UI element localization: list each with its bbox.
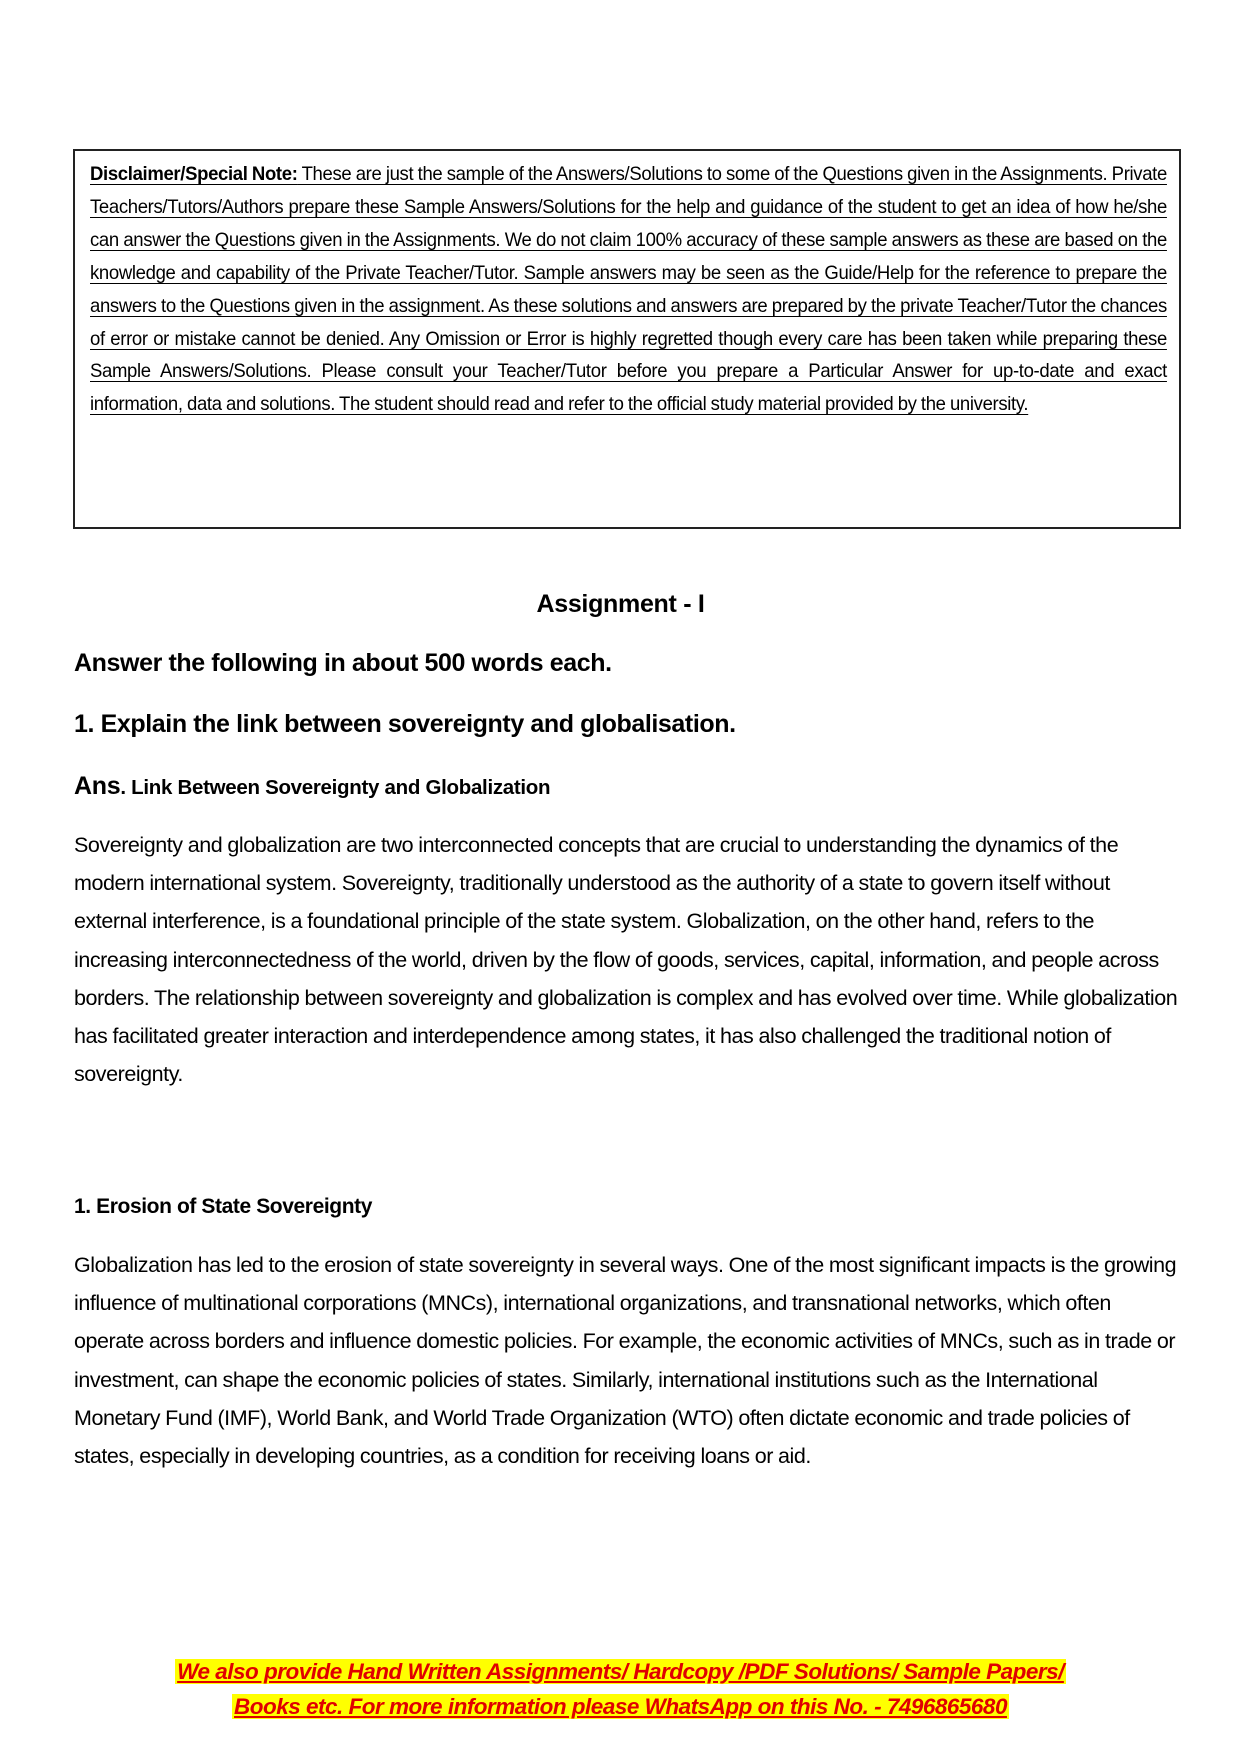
answer-title: Link Between Sovereignty and Globalization	[131, 776, 551, 799]
disclaimer-box	[73, 149, 1181, 529]
footer-promo	[0, 1654, 1241, 1724]
assignment-title: Assignment - I	[536, 590, 705, 618]
disclaimer-text	[90, 159, 1167, 422]
section-heading: 1. Erosion of State Sovereignty	[74, 1195, 373, 1218]
disclaimer-label: Disclaimer/Special Note:	[90, 164, 298, 185]
section-paragraph: Globalization has led to the erosion of state sovereignty in several ways. One of the most significant impacts is the growing influence of multinational corporations (MNCs), international organizations, and transnational networks, which often operate across borders and influence domestic policies. For example, the economic activities of MNCs, such as in trade or investment, can shape the economic policies of states. Similarly, international institutions such as the International Monetary Fund (IMF), World Bank, and World Trade Organization (WTO) often dictate economic and trade policies of states, especially in developing countries, as a condition for receiving loans or aid.	[74, 1253, 1177, 1469]
question-heading: 1. Explain the link between sovereignty and globalisation.	[74, 710, 736, 738]
answer-label: Ans	[74, 772, 121, 800]
answer-separator: .	[120, 776, 132, 799]
footer-promo-line-1: We also provide Hand Written Assignments/ Hardcopy /PDF Solutions/ Sample Papers/	[177, 1659, 1064, 1684]
answer-intro-paragraph: Sovereignty and globalization are two interconnected concepts that are crucial to understanding the dynamics of the modern international system. Sovereignty, traditionally understood as the authority of a state to govern itself without external interference, is a foundational principle of the state system. Globalization, on the other hand, refers to the increasing interconnectedness of the world, driven by the flow of goods, services, capital, information, and people across borders. The relationship between sovereignty and globalization is complex and has evolved over time. While globalization has facilitated greater interaction and interdependence among states, it has also challenged the traditional notion of sovereignty.	[74, 833, 1178, 1087]
answer-heading	[74, 772, 550, 801]
footer-promo-line-2: Books etc. For more information please WhatsApp on this No. - 7496865680	[234, 1694, 1007, 1719]
assignment-instruction: Answer the following in about 500 words each.	[74, 649, 612, 677]
disclaimer-body: These are just the sample of the Answers/Solutions to some of the Questions given in the Assignments. Private Teachers/Tutors/Authors prepare these Sample Answers/Solutions for the help and guidance of the student to get an idea of how he/she can answer the Questions given in the Assignments. We do not claim 100% accuracy of these sample answers as these are based on the knowledge and capability of the Private Teacher/Tutor. Sample answers may be seen as the Guide/Help for the reference to prepare the answers to the Questions given in the assignment. As these solutions and answers are prepared by the private Teacher/Tutor the chances of error or mistake cannot be denied. Any Omission or Error is highly regretted though every care has been taken while preparing these Sample Answers/Solutions. Please consult your Teacher/Tutor before you prepare a Particular Answer for up-to-date and exact information, data and solutions. The student should read and refer to the official study material provided by the university.	[90, 164, 1167, 416]
